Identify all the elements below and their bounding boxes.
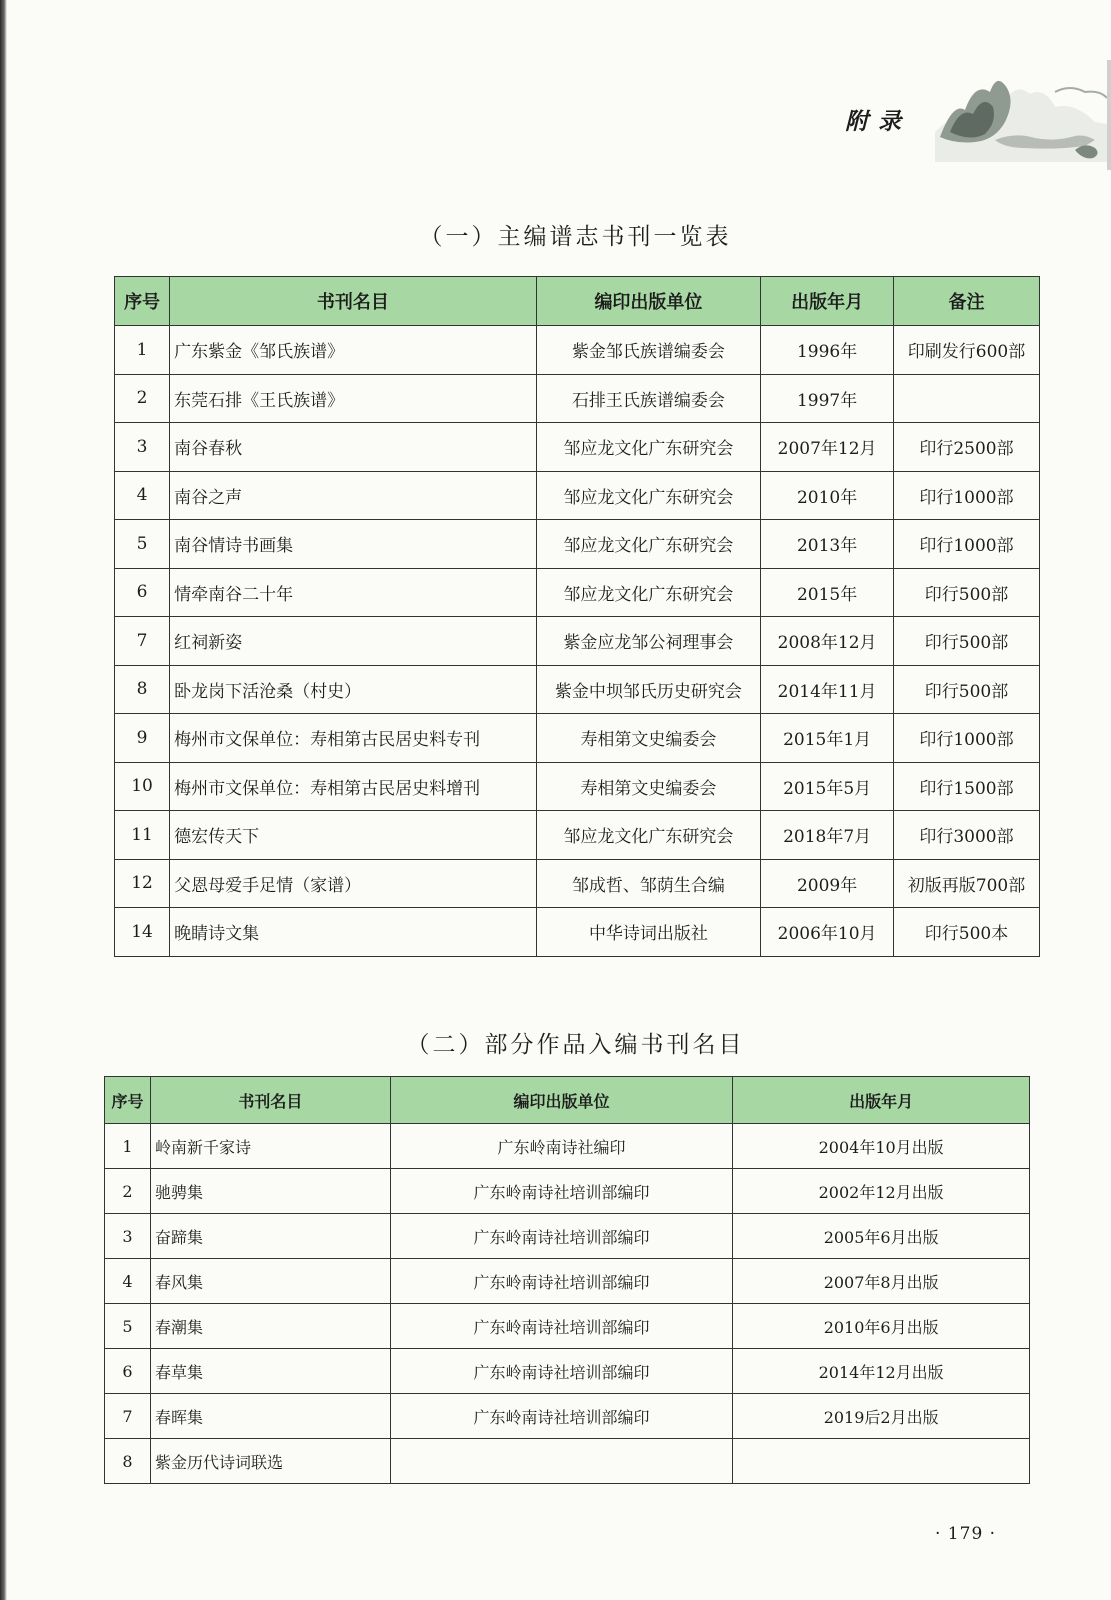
table-row <box>115 520 1040 569</box>
landscape-painting-icon <box>935 62 1107 162</box>
table-cell: 印行1000部 <box>893 471 1039 520</box>
table-cell: 印行3000部 <box>893 811 1039 860</box>
table-cell: 12 <box>115 859 170 908</box>
page-number: · 179 · <box>935 1524 997 1544</box>
table-row <box>105 1214 1030 1259</box>
table-cell: 2006年10月 <box>761 908 894 957</box>
column-header: 序号 <box>105 1077 151 1124</box>
anthologies-table <box>104 1076 1030 1484</box>
table-cell: 2004年10月出版 <box>733 1124 1030 1169</box>
table-cell: 4 <box>115 471 170 520</box>
table-row <box>115 665 1040 714</box>
table-row <box>105 1169 1030 1214</box>
table-cell: 1996年 <box>761 326 894 375</box>
table-cell: 情牵南谷二十年 <box>170 568 537 617</box>
table-cell: 邹成哲、邹荫生合编 <box>536 859 761 908</box>
table-cell: 9 <box>115 714 170 763</box>
table-cell: 7 <box>105 1394 151 1439</box>
table-row <box>105 1394 1030 1439</box>
table-row <box>105 1349 1030 1394</box>
table-cell: 南谷情诗书画集 <box>170 520 537 569</box>
column-header: 出版年月 <box>761 277 894 326</box>
table-cell: 2002年12月出版 <box>733 1169 1030 1214</box>
table-header-row <box>105 1077 1030 1124</box>
table-row <box>115 471 1040 520</box>
table-cell: 14 <box>115 908 170 957</box>
table-row <box>115 762 1040 811</box>
table-cell: 2008年12月 <box>761 617 894 666</box>
column-header: 序号 <box>115 277 170 326</box>
table-cell: 印行2500部 <box>893 423 1039 472</box>
table-row <box>115 811 1040 860</box>
table-cell: 春潮集 <box>150 1304 390 1349</box>
table-cell: 广东岭南诗社培训部编印 <box>390 1169 733 1214</box>
table-cell: 寿相第文史编委会 <box>536 762 761 811</box>
table-cell: 春草集 <box>150 1349 390 1394</box>
table-cell: 6 <box>115 568 170 617</box>
table-cell: 2015年 <box>761 568 894 617</box>
table-cell: 驰骋集 <box>150 1169 390 1214</box>
table-cell: 2005年6月出版 <box>733 1214 1030 1259</box>
table-cell: 2010年 <box>761 471 894 520</box>
table-cell: 晚睛诗文集 <box>170 908 537 957</box>
table-row <box>105 1124 1030 1169</box>
table-row <box>115 374 1040 423</box>
table-cell: 南谷之声 <box>170 471 537 520</box>
table-cell: 2007年12月 <box>761 423 894 472</box>
table-row <box>115 617 1040 666</box>
table-cell: 2009年 <box>761 859 894 908</box>
table-cell: 2015年5月 <box>761 762 894 811</box>
column-header: 书刊名目 <box>150 1077 390 1124</box>
table-cell <box>390 1439 733 1484</box>
table-row <box>105 1304 1030 1349</box>
table-row <box>115 568 1040 617</box>
table-cell: 印行500部 <box>893 665 1039 714</box>
table-cell: 东莞石排《王氏族谱》 <box>170 374 537 423</box>
table-cell: 印行1000部 <box>893 520 1039 569</box>
table-row <box>115 859 1040 908</box>
table-cell: 紫金邹氏族谱编委会 <box>536 326 761 375</box>
table1-title: （一）主编谱志书刊一览表 <box>419 224 732 250</box>
table-cell: 寿相第文史编委会 <box>536 714 761 763</box>
table-cell: 梅州市文保单位：寿相第古民居史料增刊 <box>170 762 537 811</box>
table-cell: 广东岭南诗社培训部编印 <box>390 1304 733 1349</box>
table-cell: 南谷春秋 <box>170 423 537 472</box>
table-cell: 2019后2月出版 <box>733 1394 1030 1439</box>
table-cell: 2010年6月出版 <box>733 1304 1030 1349</box>
table-cell: 10 <box>115 762 170 811</box>
table-cell: 4 <box>105 1259 151 1304</box>
table-cell: 奋蹄集 <box>150 1214 390 1259</box>
table-cell: 广东岭南诗社编印 <box>390 1124 733 1169</box>
column-header: 书刊名目 <box>170 277 537 326</box>
table-cell: 3 <box>115 423 170 472</box>
table-row <box>115 423 1040 472</box>
table-cell: 印刷发行600部 <box>893 326 1039 375</box>
table-cell: 印行500本 <box>893 908 1039 957</box>
table-cell: 紫金历代诗词联选 <box>150 1439 390 1484</box>
column-header: 编印出版单位 <box>390 1077 733 1124</box>
table-cell: 7 <box>115 617 170 666</box>
table-cell: 初版再版700部 <box>893 859 1039 908</box>
table-cell: 春晖集 <box>150 1394 390 1439</box>
table-cell: 2018年7月 <box>761 811 894 860</box>
table-cell: 邹应龙文化广东研究会 <box>536 423 761 472</box>
table-cell: 广东岭南诗社培训部编印 <box>390 1349 733 1394</box>
table-cell: 1997年 <box>761 374 894 423</box>
table-cell: 印行1500部 <box>893 762 1039 811</box>
table-cell <box>733 1439 1030 1484</box>
table-cell: 8 <box>115 665 170 714</box>
table-row <box>115 326 1040 375</box>
table-cell: 2013年 <box>761 520 894 569</box>
table-cell: 广东岭南诗社培训部编印 <box>390 1394 733 1439</box>
table-cell: 卧龙岗下活沧桑（村史） <box>170 665 537 714</box>
table-cell: 德宏传天下 <box>170 811 537 860</box>
table-cell: 11 <box>115 811 170 860</box>
table-cell: 父恩母爱手足情（家谱） <box>170 859 537 908</box>
publications-table <box>114 276 1040 957</box>
table-header-row <box>115 277 1040 326</box>
table-cell: 广东岭南诗社培训部编印 <box>390 1214 733 1259</box>
table-cell: 广东岭南诗社培训部编印 <box>390 1259 733 1304</box>
column-header: 备注 <box>893 277 1039 326</box>
table-cell: 邹应龙文化广东研究会 <box>536 520 761 569</box>
table-cell: 3 <box>105 1214 151 1259</box>
table-cell: 紫金应龙邹公祠理事会 <box>536 617 761 666</box>
table-cell: 邹应龙文化广东研究会 <box>536 811 761 860</box>
table-cell: 8 <box>105 1439 151 1484</box>
table-cell: 邹应龙文化广东研究会 <box>536 568 761 617</box>
table-cell: 5 <box>105 1304 151 1349</box>
table-cell: 紫金中坝邹氏历史研究会 <box>536 665 761 714</box>
table-row <box>105 1259 1030 1304</box>
table-cell: 石排王氏族谱编委会 <box>536 374 761 423</box>
table-cell <box>893 374 1039 423</box>
table-cell: 印行500部 <box>893 568 1039 617</box>
table-cell: 红祠新姿 <box>170 617 537 666</box>
table-cell: 1 <box>105 1124 151 1169</box>
table-row <box>115 714 1040 763</box>
table-cell: 2015年1月 <box>761 714 894 763</box>
table-cell: 春风集 <box>150 1259 390 1304</box>
table-cell: 邹应龙文化广东研究会 <box>536 471 761 520</box>
table-cell: 2007年8月出版 <box>733 1259 1030 1304</box>
column-header: 出版年月 <box>733 1077 1030 1124</box>
table-cell: 1 <box>115 326 170 375</box>
table2-title: （二）部分作品入编书刊名目 <box>406 1032 745 1058</box>
table-cell: 岭南新千家诗 <box>150 1124 390 1169</box>
table-cell: 2014年12月出版 <box>733 1349 1030 1394</box>
table-cell: 广东紫金《邹氏族谱》 <box>170 326 537 375</box>
table-cell: 中华诗词出版社 <box>536 908 761 957</box>
table-cell: 梅州市文保单位：寿相第古民居史料专刊 <box>170 714 537 763</box>
table-cell: 5 <box>115 520 170 569</box>
scan-right-edge <box>1107 60 1111 170</box>
column-header: 编印出版单位 <box>536 277 761 326</box>
header-title: 附录 <box>845 108 911 135</box>
table-cell: 6 <box>105 1349 151 1394</box>
table-row <box>115 908 1040 957</box>
table-cell: 印行500部 <box>893 617 1039 666</box>
table-cell: 印行1000部 <box>893 714 1039 763</box>
scan-page-edge <box>0 0 7 1600</box>
table-cell: 2 <box>105 1169 151 1214</box>
table-row <box>105 1439 1030 1484</box>
table-cell: 2014年11月 <box>761 665 894 714</box>
table-cell: 2 <box>115 374 170 423</box>
